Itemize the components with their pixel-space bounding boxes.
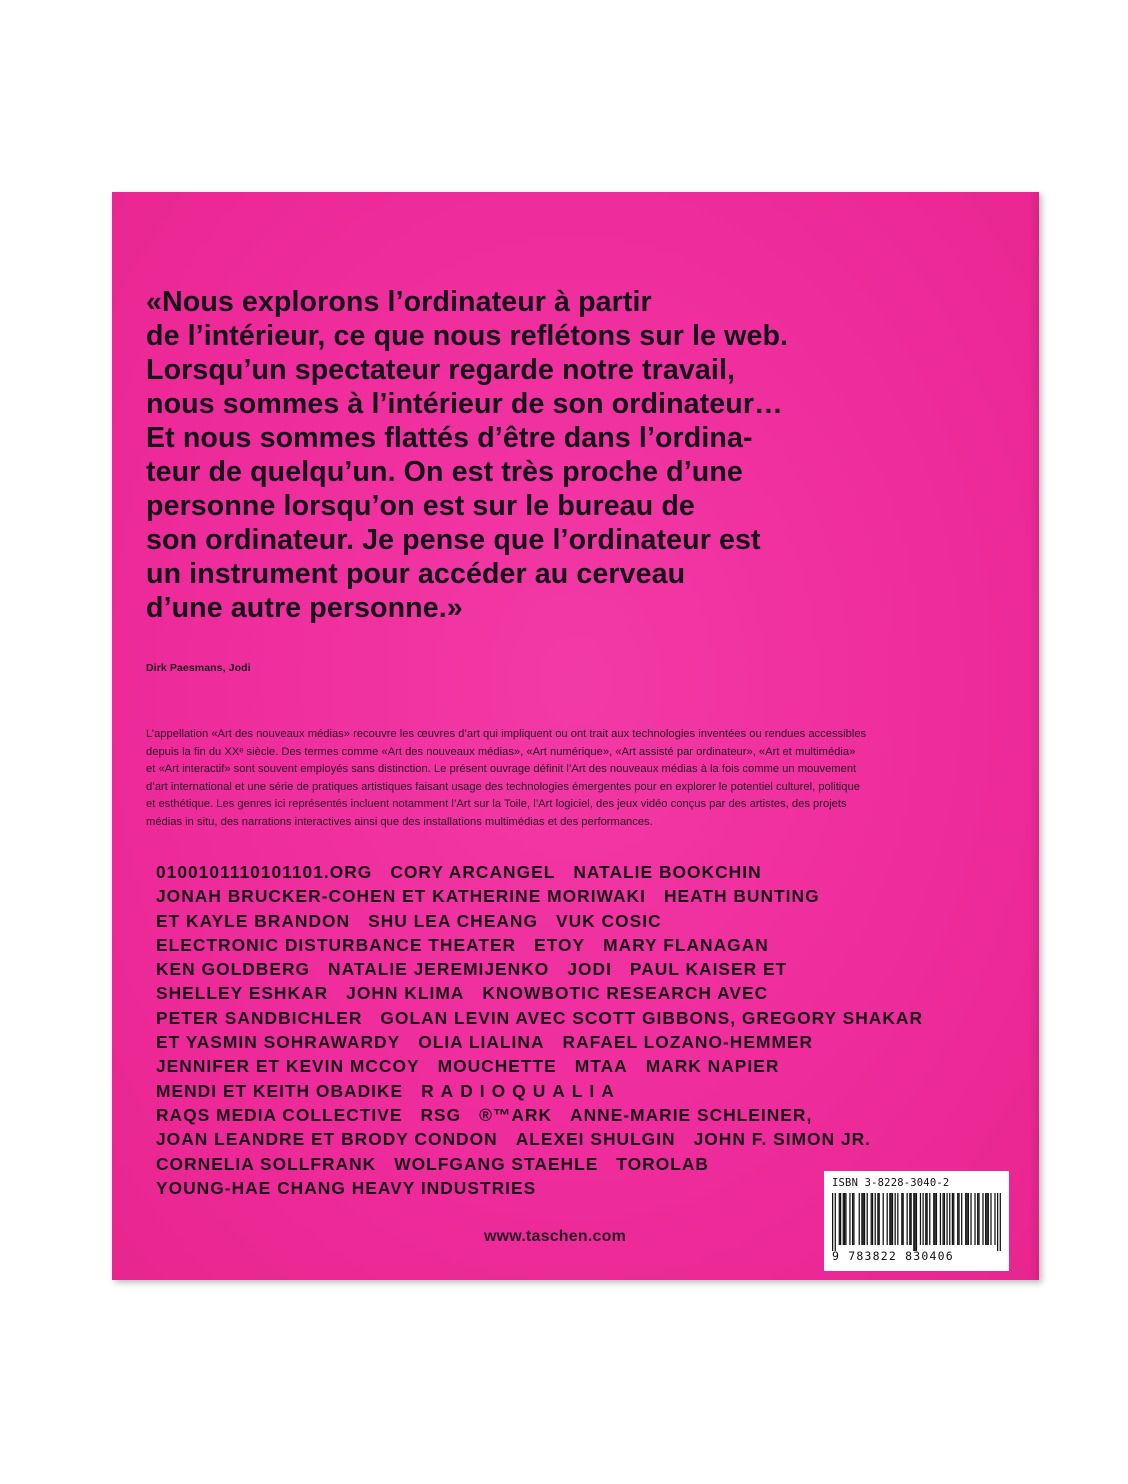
book-back-cover [112, 192, 1039, 1280]
artist-name: MARK NAPIER [645, 1056, 780, 1077]
artist-name: VUK COSIC [556, 910, 662, 931]
quote-line: «Nous explorons l’ordinateur à partir [146, 286, 652, 318]
artist-name: KEN GOLDBERG [156, 959, 311, 980]
artist-name: JOHN KLIMA [346, 983, 465, 1004]
barcode-label [824, 1171, 1009, 1271]
quote-attribution: Dirk Paesmans, Jodi [146, 662, 251, 674]
barcode-icon [832, 1193, 1001, 1251]
artist-name: ANNE-MARIE SCHLEINER, [570, 1104, 813, 1125]
artist-name: JOHN F. SIMON JR. [693, 1129, 872, 1150]
artist-name: MOUCHETTE [437, 1056, 557, 1077]
artist-name: ET KAYLE BRANDON [156, 910, 351, 931]
artist-name: GOLAN LEVIN AVEC SCOTT GIBBONS, GREGORY SHAKAR [380, 1007, 924, 1028]
quote-line: personne lorsqu’on est sur le bureau de [146, 490, 695, 522]
isbn-text: ISBN 3-8228-3040-2 [832, 1177, 950, 1189]
artist-line [156, 933, 923, 957]
description-line: médias in situ, des narrations interactives ainsi que des installations multimédias et des performances. [146, 815, 653, 828]
quote-line: d’une autre personne.» [146, 592, 463, 624]
description-paragraph [146, 726, 1016, 831]
artist-name: YOUNG-HAE CHANG HEAVY INDUSTRIES [156, 1177, 537, 1198]
description-line: d’art international et une série de pratiques artistiques faisant usage des technologies émergentes pour en explorer le potentiel culturel, politique [146, 780, 860, 793]
artist-name: HEATH BUNTING [663, 886, 820, 907]
artist-name: SHELLEY ESHKAR [156, 983, 329, 1004]
artist-name: ETOY [534, 934, 586, 955]
artist-line [156, 1176, 923, 1200]
barcode-digits: 9 783822 830406 [832, 1249, 954, 1263]
quote-line: son ordinateur. Je pense que l’ordinateur est [146, 524, 761, 556]
quote-line: Lorsqu’un spectateur regarde notre travail, [146, 354, 736, 386]
artist-name: MARY FLANAGAN [603, 934, 769, 955]
artist-name: NATALIE JEREMIJENKO [328, 959, 550, 980]
artist-name: JOAN LEANDRE ET BRODY CONDON [156, 1129, 498, 1150]
artist-line [156, 860, 923, 884]
description-line: et «Art interactif» sont souvent employés sans distinction. Le présent ouvrage définit l’Art des nouveaux médias à la fois comme un mouvement [146, 763, 857, 775]
artist-name: ®™ARK [479, 1104, 553, 1125]
artist-name: PAUL KAISER ET [629, 959, 788, 980]
quote-line: un instrument pour accéder au cerveau [146, 558, 686, 590]
quote-line: teur de quelqu’un. On est très proche d’une [146, 456, 743, 488]
artist-name: ET YASMIN SOHRAWARDY [156, 1032, 401, 1053]
artist-name: MTAA [574, 1056, 628, 1077]
artist-name: SHU LEA CHEANG [368, 910, 538, 931]
artist-line [156, 1054, 923, 1078]
artist-line [156, 1127, 923, 1151]
description-line: depuis la fin du XXᵉ siècle. Des termes comme «Art des nouveaux médias», «Art numérique», «Art assisté par ordinateur», «Art et multimédia» [146, 745, 856, 758]
publisher-url[interactable]: www.taschen.com [484, 1228, 626, 1245]
artist-line [156, 1006, 923, 1030]
quote-line: de l’intérieur, ce que nous reflétons sur le web. [146, 320, 789, 352]
artist-name: ALEXEI SHULGIN [515, 1129, 676, 1150]
artist-name: OLIA LIALINA [418, 1032, 545, 1053]
quote-line: nous sommes à l’intérieur de son ordinateur… [146, 388, 783, 420]
cover-edge-shadow [1029, 192, 1039, 1280]
artist-line [156, 909, 923, 933]
artist-name: TOROLAB [616, 1153, 709, 1174]
artist-line [156, 1152, 923, 1176]
artist-line [156, 1103, 923, 1127]
artist-name: RAFAEL LOZANO-HEMMER [562, 1032, 814, 1053]
artist-name: JENNIFER ET KEVIN MCCOY [156, 1056, 420, 1077]
artist-name: RAQS MEDIA COLLECTIVE [156, 1104, 403, 1125]
artist-name: PETER SANDBICHLER [156, 1007, 363, 1028]
artist-name: KNOWBOTIC RESEARCH AVEC [482, 983, 769, 1004]
description-line: L’appellation «Art des nouveaux médias» recouvre les œuvres d’art qui impliquent ou ont trait aux technologies inventées ou rendues accessibles [146, 728, 867, 740]
artist-name: RADIOQUALIA [421, 1080, 621, 1101]
artist-name: MENDI ET KEITH OBADIKE [156, 1080, 404, 1101]
artist-line [156, 1030, 923, 1054]
description-line: et esthétique. Les genres ici représentés incluent notamment l’Art sur la Toile, l’Art logiciel, des jeux vidéo conçus par des artistes, des projets [146, 798, 847, 810]
artist-line [156, 1079, 923, 1103]
artist-line [156, 981, 923, 1005]
artist-name: ELECTRONIC DISTURBANCE THEATER [156, 934, 517, 955]
artist-name: WOLFGANG STAEHLE [394, 1153, 599, 1174]
artist-name: RSG [420, 1104, 462, 1125]
artist-line [156, 957, 923, 981]
artist-name: JODI [567, 959, 612, 980]
artist-name: NATALIE BOOKCHIN [573, 862, 762, 882]
artist-name: 0100101110101101.ORG [156, 862, 373, 882]
artist-name: JONAH BRUCKER-COHEN ET KATHERINE MORIWAKI [156, 886, 646, 907]
artist-name: CORNELIA SOLLFRANK [156, 1153, 377, 1174]
artist-line [156, 884, 923, 908]
quote-line: Et nous sommes flattés d’être dans l’ordina- [146, 422, 753, 454]
artist-list [156, 860, 923, 1200]
quote-block [146, 285, 1026, 625]
artist-name: CORY ARCANGEL [390, 862, 556, 882]
